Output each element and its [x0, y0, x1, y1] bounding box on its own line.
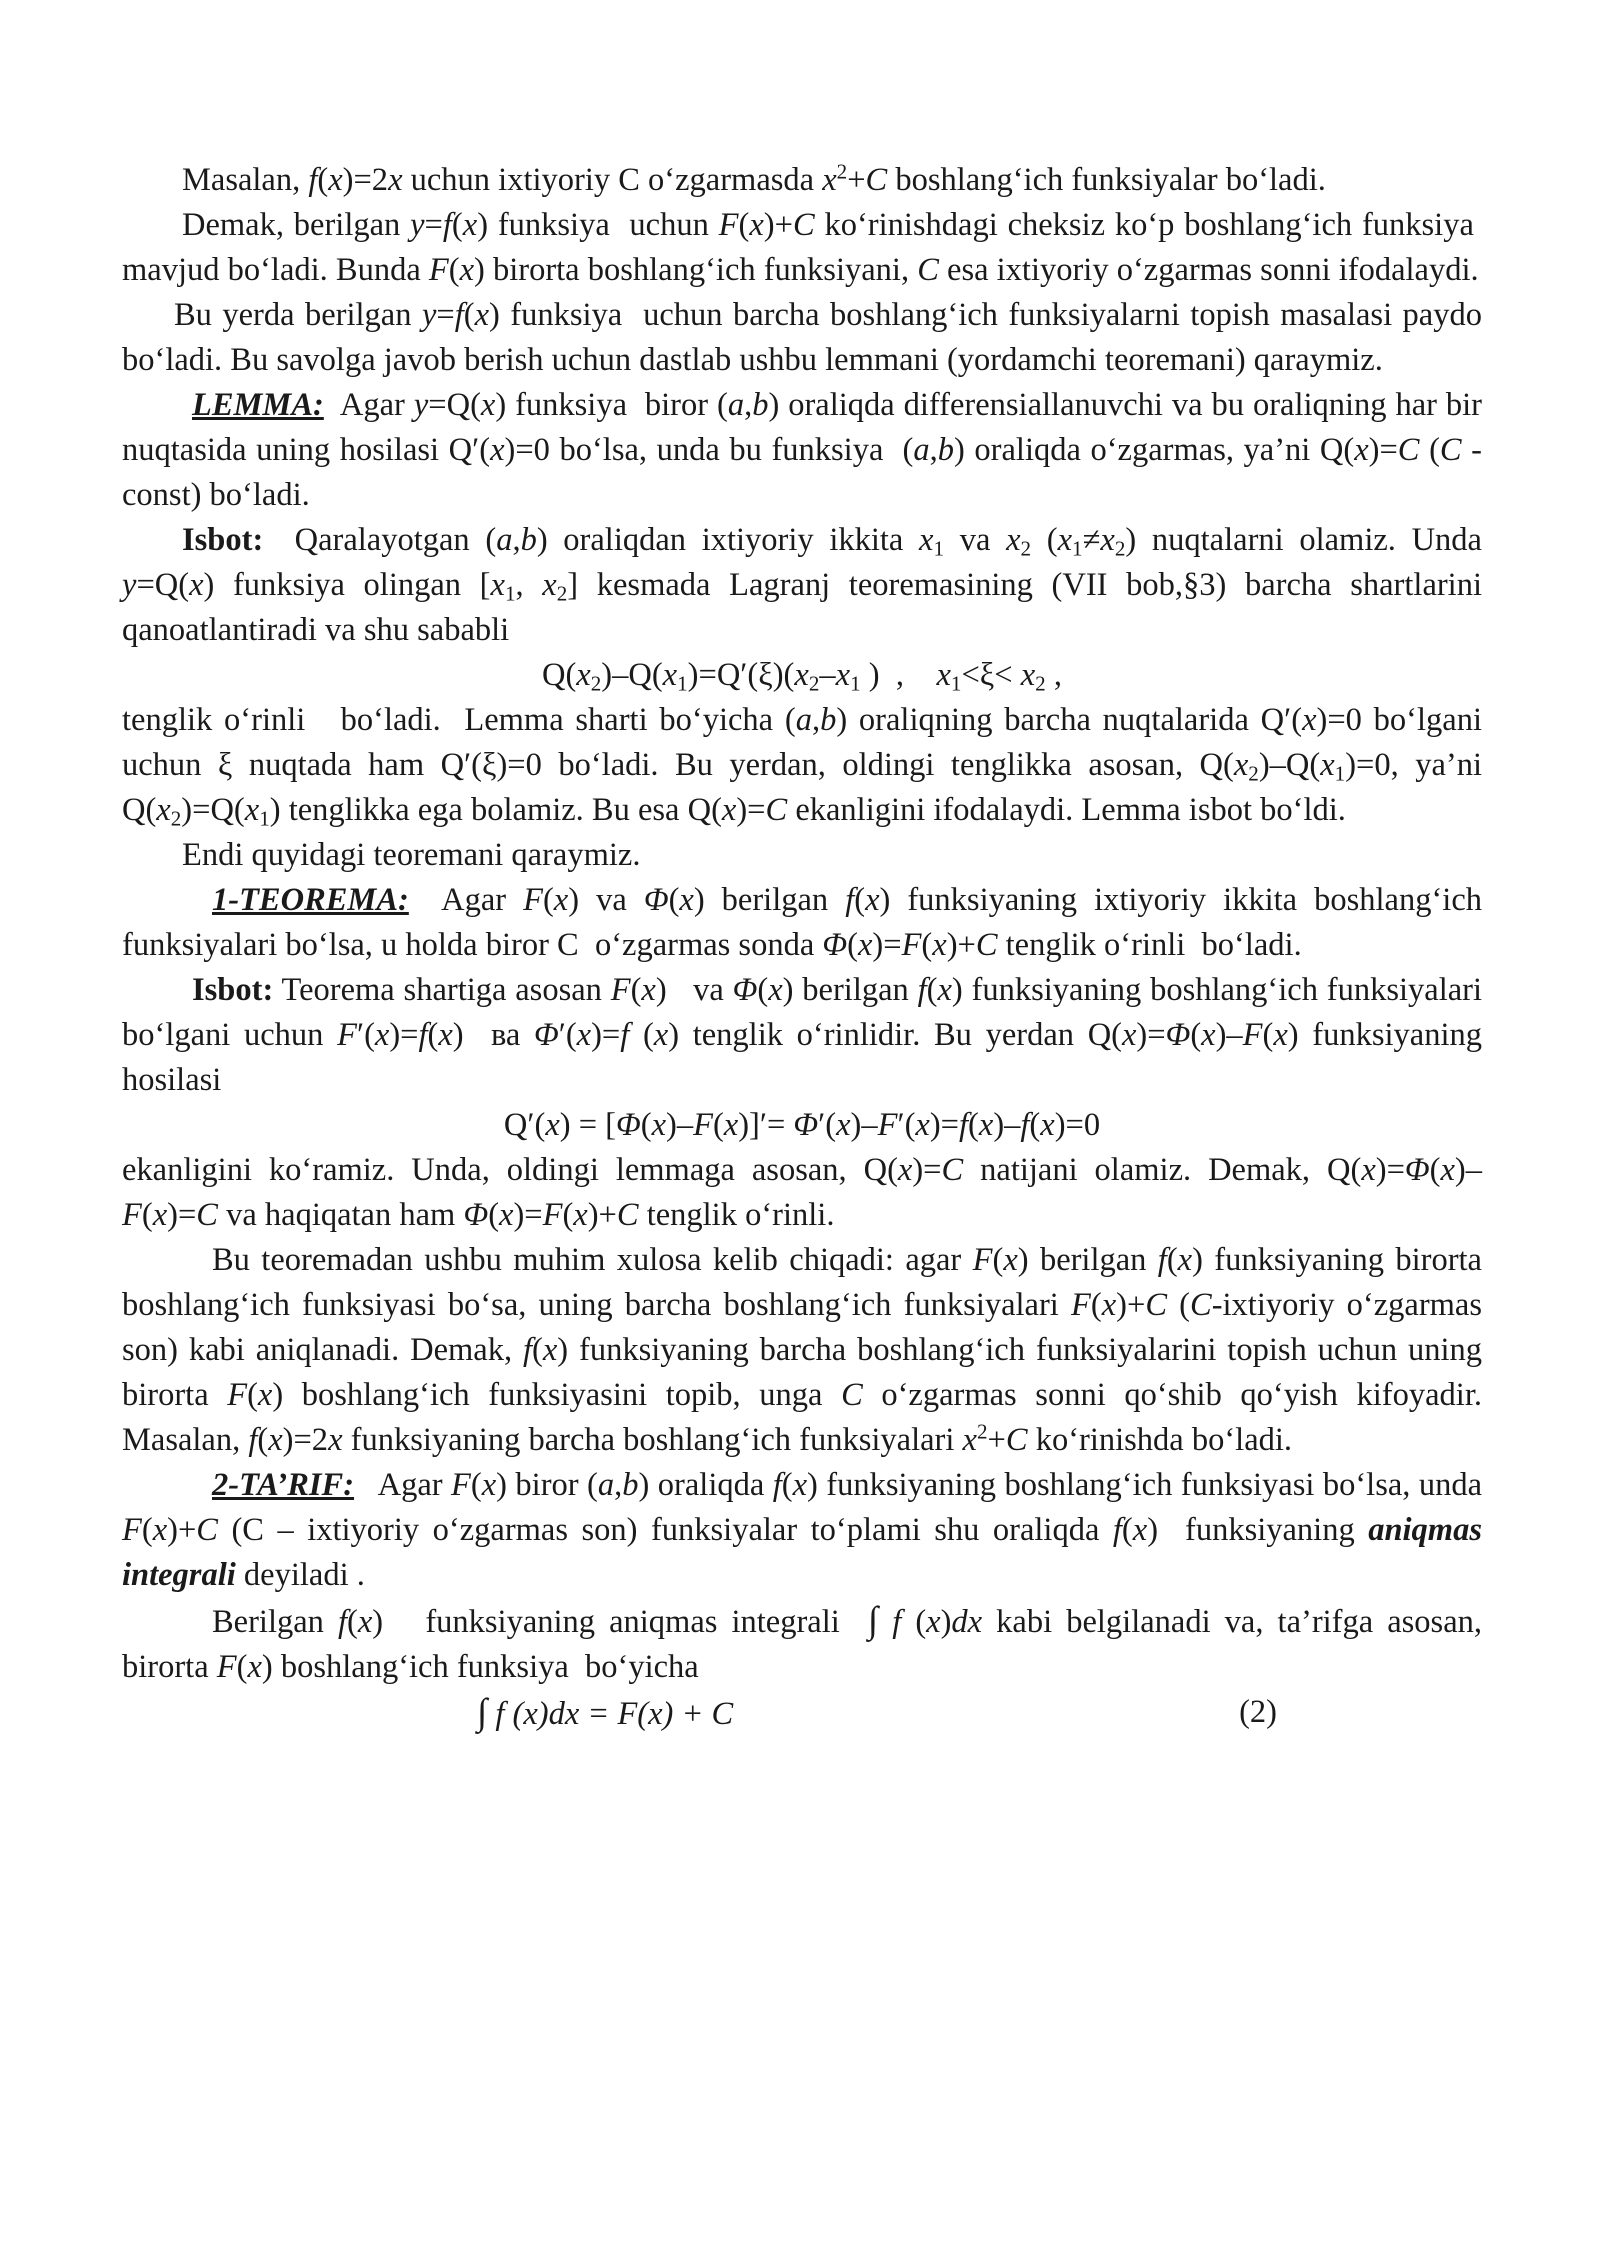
definition-2-title: 2-TA’RIF: — [212, 1467, 355, 1503]
lemma-title: LEMMA: — [192, 387, 324, 423]
definition-2-paragraph: 2-TA’RIF: Agar F(x) biror (a,b) oraliqda f(x) funksiyaning boshlang‘ich funksiyasi bo‘lsa, unda F(x)+C (C – ixtiyoriy o‘zgarmas son) funksiyalar to‘plami shu oraliqda f(x) funksiyaning aniqmas integrali deyiladi . — [122, 1467, 1483, 1593]
theorem-1-paragraph: 1-TEOREMA: Agar F(x) va Φ(x) berilgan f(x) funksiyaning ixtiyoriy ikkita boshlang‘ich funksiyalari bo‘lsa, u holda biror C o‘zgarmas sonda Φ(x)=F(x)+C tenglik o‘rinli bo‘ladi. — [122, 882, 1482, 963]
formula-2-row — [122, 1690, 1482, 1738]
proof-label: Isbot: — [182, 522, 264, 558]
paragraph-lemma-conclusion: tenglik o‘rinli bo‘ladi. Lemma sharti bo‘yicha (a,b) oraliqning barcha nuqtalarida Q′(x)=0 bo‘lgani uchun ξ nuqtada ham Q′(ξ)=0 bo‘ladi. Bu yerdan, oldingi tenglikka asosan, $Q(x_2)-Q(x_1)=0$, ya’ni $Q(x_2)=Q(x_1)$ tenglikka ega bolamiz. Bu esa Q(x)=C ekanligini ifodalaydi. Lemma isbot bo‘ldi. — [122, 702, 1482, 831]
theorem-1-proof-paragraph: Isbot: Teorema shartiga asosan F(x) va Φ(x) berilgan f(x) funksiyaning boshlang‘ich funksiyalari bo‘lgani uchun F′(x)=f(x) ва Φ′(x)=f (x) tenglik o‘rinlidir. Bu yerdan Q(x)=Φ(x)–F(x) funksiyaning hosilasi — [122, 972, 1483, 1098]
theorem-1-title: 1-TEOREMA: — [212, 882, 409, 918]
lemma-paragraph: LEMMA: Agar y=Q(x) funksiya biror (a,b) oraliqda differensiallanuvchi va bu oraliqning har bir nuqtasida uning hosilasi Q′(x)=0 bo‘lsa, unda bu funksiya (a,b) oraliqda o‘zgarmas, ya’ni Q(x)=C (C - const) bo‘ladi. — [122, 387, 1483, 513]
paragraph-next-theorem: Endi quyidagi teoremani qaraymiz. — [182, 837, 641, 873]
lagrange-equation: $Q(x_2)-Q(x_1)=Q'(\xi)(x_2-x_1$ ) , $x_1<\xi< x_2$ , — [542, 657, 1062, 696]
proof-label: Isbot: — [192, 972, 274, 1008]
paragraph-integral-notation: Berilgan f(x) funksiyaning aniqmas integrali ∫ f (x)dx kabi belgilanadi va, ta’rifga asosan, birorta F(x) boshlang‘ich funksiya bo‘yicha — [122, 1600, 1483, 1685]
indefinite-integral-formula: ∫ f (x)dx = F(x) + C — [477, 1692, 734, 1733]
formula-number: (2) — [1239, 1694, 1277, 1730]
paragraph-example-antiderivative: Masalan, f(x)=2x uchun ixtiyoriy C o‘zgarmasda $x^2+C$ boshlang‘ich funksiyalar bo‘ladi. — [182, 159, 1326, 198]
indefinite-integral-term: aniqmas integrali — [122, 1512, 1482, 1593]
paragraph-theorem-conclusion: ekanligini ko‘ramiz. Unda, oldingi lemmaga asosan, Q(x)=C natijani olamiz. Demak, Q(x)=Φ(x)–F(x)=C va haqiqatan ham Φ(x)=F(x)+C tenglik o‘rinli. — [122, 1152, 1482, 1233]
paragraph-problem-statement: Bu yerda berilgan y=f(x) funksiya uchun barcha boshlang‘ich funksiyalarni topish masalasi paydo bo‘ladi. Bu savolga javob berish uchun dastlab ushbu lemmani (yordamchi teoremani) qaraymiz. — [122, 297, 1482, 378]
document-page — [122, 158, 1482, 1738]
paragraph-infinite-antiderivatives: Demak, berilgan y=f(x) funksiya uchun F(x)+C ko‘rinishdagi cheksiz ko‘p boshlang‘ich funksiya mavjud bo‘ladi. Bunda F(x) birorta boshlang‘ich funksiyani, C esa ixtiyoriy o‘zgarmas sonni ifodalaydi. — [122, 207, 1482, 288]
derivative-equation: Q′(x) = [Φ(x)–F(x)]′= Φ′(x)–F′(x)=f(x)–f(x)=0 — [503, 1107, 1101, 1143]
paragraph-corollary: Bu teoremadan ushbu muhim xulosa kelib chiqadi: agar F(x) berilgan f(x) funksiyaning birorta boshlang‘ich funksiyasi bo‘sa, uning barcha boshlang‘ich funksiyalari F(x)+C (C-ixtiyoriy o‘zgarmas son) kabi aniqlanadi. Demak, f(x) funksiyaning barcha boshlang‘ich funksiyalarini topish uchun uning birorta F(x) boshlang‘ich funksiyasini topib, unga C o‘zgarmas sonni qo‘shib qo‘yish kifoyadir. Masalan, f(x)=2x funksiyaning barcha boshlang‘ich funksiyalari $x^2+C$ ko‘rinishda bo‘ladi. — [122, 1242, 1482, 1458]
lemma-proof-paragraph: Isbot: Qaralayotgan (a,b) oraliqdan ixtiyoriy ikkita $x_1$ va $x_2$ $(x_1\ne x_2)$ nuqtalarni olamiz. Unda y=Q(x) funksiya olingan [$x_1$, $x_2$] kesmada Lagranj teoremasining (VII bob,§3) barcha shartlarini qanoatlantiradi va shu sababli — [122, 522, 1482, 648]
